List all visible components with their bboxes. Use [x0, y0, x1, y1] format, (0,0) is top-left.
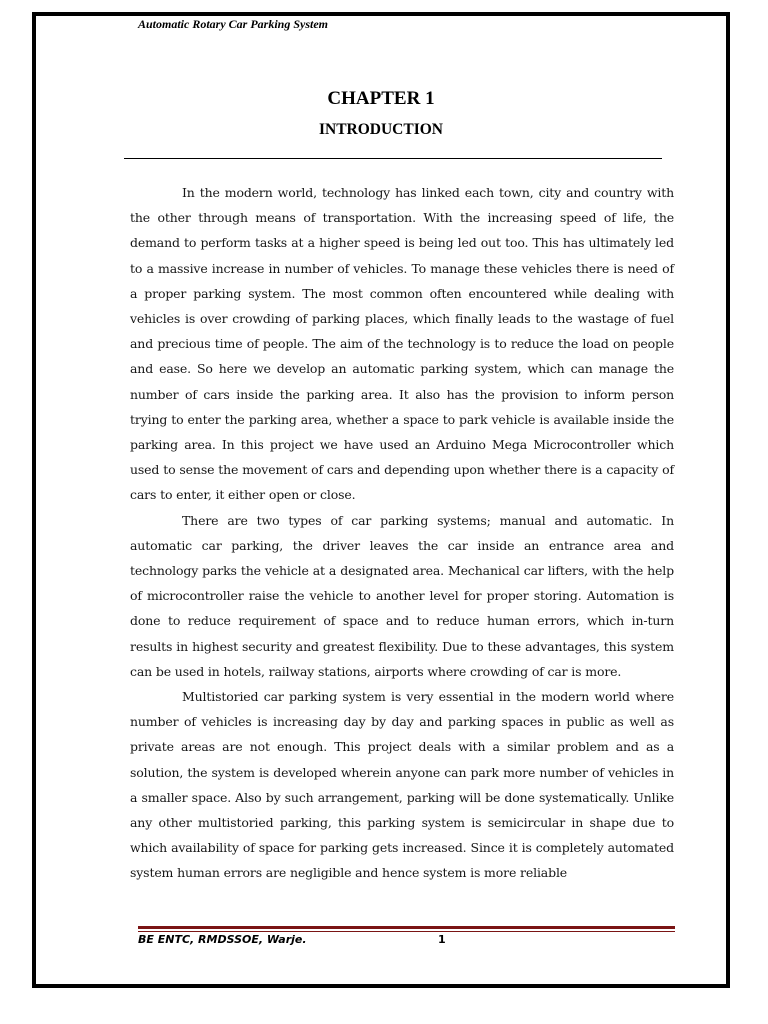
chapter-title: INTRODUCTION — [318, 121, 443, 138]
paragraph-2: There are two types of car parking systems; manual and automatic. In automatic car parking, the driver leaves the car inside an entrance area and technology parks the vehicle at a designated area. Mechanical car lifters, with the help of microcontroller raise the vehicle to another level for proper storing. Automation is done to reduce requirement of space and to reduce human errors, which in-turn results in highest security and greatest flexibility. Due to these advantages, this system can be used in hotels, railway stations, airports where crowding of car is more. — [130, 512, 674, 679]
footer-institution: BE ENTC, RMDSSOE, Warje. — [138, 933, 307, 946]
title-divider — [124, 158, 662, 159]
paragraph-1: In the modern world, technology has linked each town, city and country with the other through means of transportation. With the increasing speed of life, the demand to perform tasks at a higher speed is being led out too. This has ultimately led to a massive increase in number of vehicles. To manage these vehicles there is need of a proper parking system. The most common often encountered while dealing with vehicles is over crowding of parking places, which finally leads to the wastage of fuel and precious time of people. The aim of the technology is to reduce the load on people and ease. So here we develop an automatic parking system, which can manage the number of cars inside the parking area. It also has the provision to inform person trying to enter the parking area, whether a space to park vehicle is available inside the parking area. In this project we have used an Arduino Mega Microcontroller which used to sense the movement of cars and depending upon whether there is a capacity of cars to enter, it either open or close. — [130, 185, 674, 503]
running-header: Automatic Rotary Car Parking System — [138, 17, 329, 31]
paragraph-3: Multistoried car parking system is very essential in the modern world where number of vehicles is increasing day by day and parking spaces in public as well as private areas are not enough. This project deals with a similar problem and as a solution, the system is developed wherein anyone can park more number of vehicles in a smaller space. Also by such arrangement, parking will be done systematically. Unlike any other multistoried parking, this parking system is semicircular in shape due to which availability of space for parking gets increased. Since it is completely automated system human errors are negligible and hence system is more reliable — [130, 689, 674, 881]
footer-rule-thin — [138, 931, 675, 932]
footer-rule-thick — [138, 926, 675, 929]
page-number: 1 — [438, 933, 446, 946]
chapter-number: CHAPTER 1 — [327, 88, 435, 109]
body-text — [130, 180, 674, 886]
